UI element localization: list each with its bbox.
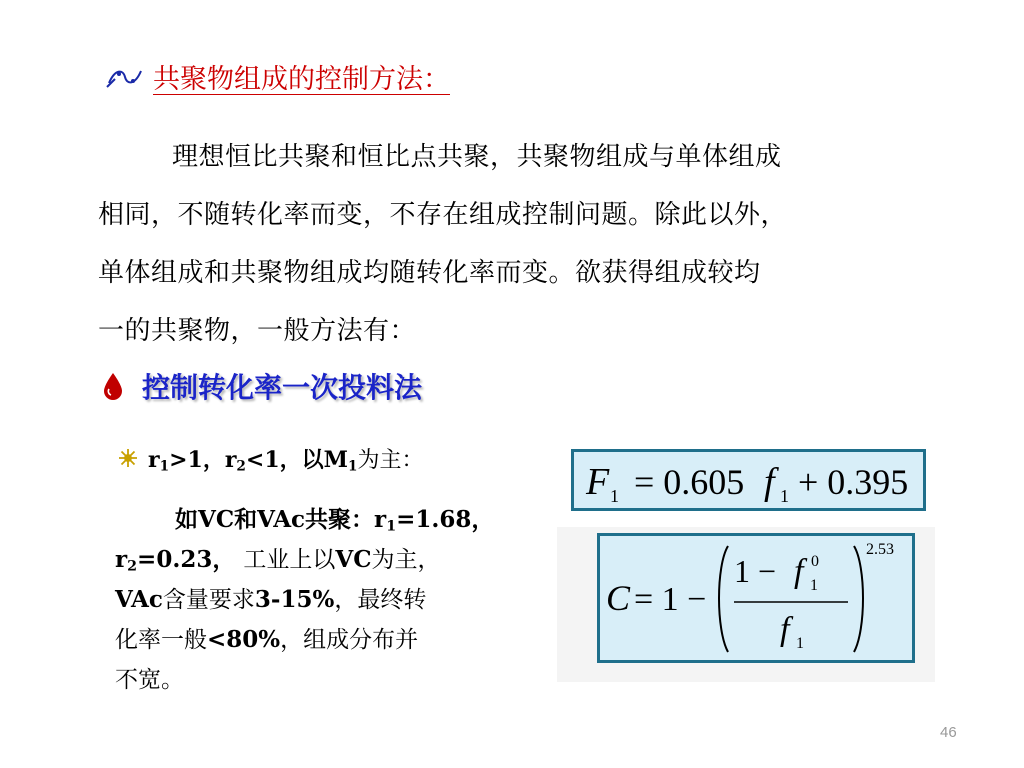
formula2-num-sub: 1	[810, 577, 818, 594]
left-paren	[719, 546, 728, 652]
formula2-num-sup: 0	[811, 553, 819, 570]
formula-lhs-sub: 1	[610, 486, 619, 506]
formula-eq: = 0.605	[634, 462, 745, 502]
example-line: 不宽。	[115, 667, 184, 693]
snowflake-icon	[118, 448, 138, 468]
example-line: VAc含量要求3-15%，最终转	[115, 586, 427, 613]
paragraph-line: 一的共聚物，一般方法有：	[98, 316, 417, 346]
formula2-eq: = 1 −	[634, 581, 707, 618]
formula2-den-sub: 1	[796, 635, 804, 652]
paragraph-line: 相同，不随转化率而变，不存在组成控制问题。除此以外，	[98, 200, 788, 230]
pen-nib-icon	[105, 61, 145, 91]
formula-var: f	[764, 461, 775, 503]
formula-composition	[571, 449, 926, 511]
formula-conversion	[597, 533, 915, 663]
example-paragraph	[115, 500, 555, 700]
formula-conversion-svg	[600, 536, 912, 660]
formula-composition-svg	[574, 452, 923, 508]
condition-row	[118, 441, 424, 475]
slide-title: 共聚物组成的控制方法：	[153, 63, 450, 95]
page-number: 46	[940, 724, 957, 741]
water-drop-icon	[102, 372, 124, 400]
slide-title-row	[105, 58, 450, 94]
formula-lhs: F	[586, 461, 610, 503]
formula-rest: + 0.395	[798, 462, 909, 502]
formula2-lhs: C	[606, 578, 631, 618]
example-line: $r_2=0.23$， 工业上以VC为主，	[115, 546, 441, 575]
right-paren	[854, 546, 863, 652]
paragraph-line: 单体组成和共聚物组成均随转化率而变。欲获得组成较均	[98, 258, 761, 288]
formula2-den-var: f	[780, 611, 790, 648]
formula2-exponent: 2.53	[866, 541, 894, 558]
condition-text: $r_1>1$，$r_2<1$，以$M_1$为主：	[148, 446, 424, 474]
paragraph-line: 理想恒比共聚和恒比点共聚，共聚物组成与单体组成	[172, 142, 782, 172]
formula2-num-a: 1 −	[734, 553, 777, 589]
formula2-num-var: f	[794, 553, 804, 590]
formula-var-sub: 1	[780, 486, 789, 506]
method-heading: 控制转化率一次投料法	[142, 371, 423, 404]
intro-paragraph	[98, 128, 913, 360]
method-heading-row	[102, 366, 422, 406]
example-line: 化率一般<80%，组成分布并	[115, 626, 419, 653]
example-line: 如VC和VAc共聚：$r_1=1.68$，	[175, 506, 495, 535]
